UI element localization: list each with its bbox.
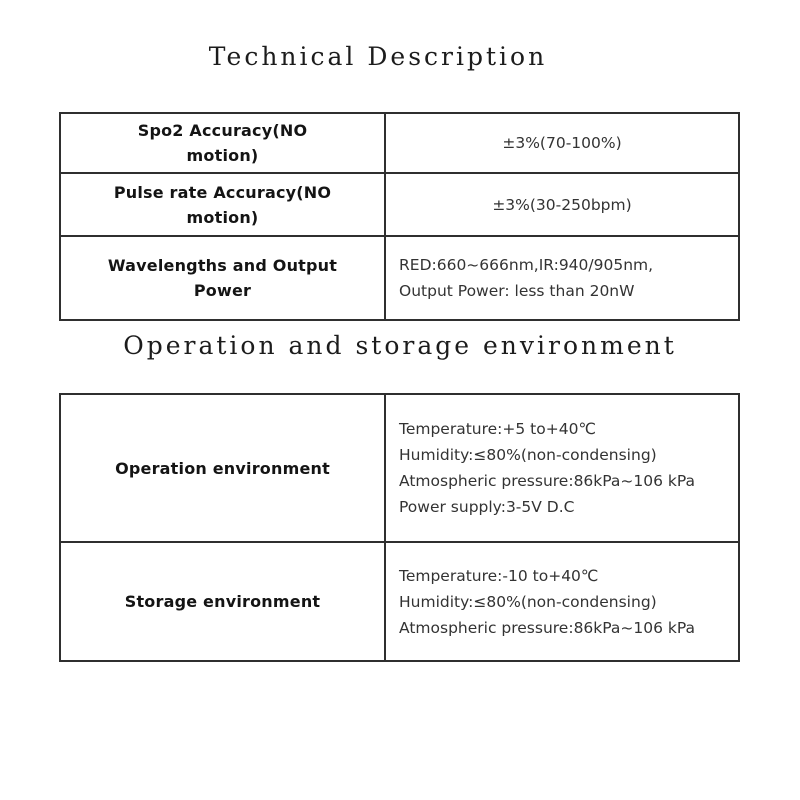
spec-label-pulse-rate-accuracy: Pulse rate Accuracy(NO motion) <box>60 173 385 236</box>
environment-table <box>59 393 740 662</box>
value-line: Humidity:≤80%(non-condensing) <box>399 592 657 611</box>
spec-value-operation-environment <box>385 394 739 542</box>
table-row <box>60 394 739 542</box>
value-line: Atmospheric pressure:86kPa~106 kPa <box>399 472 696 490</box>
spec-label-wavelengths-output-power: Wavelengths and Output Power <box>60 236 385 320</box>
spec-label-operation-environment: Operation environment <box>60 394 385 542</box>
spec-value-pulse-rate-accuracy <box>385 173 739 236</box>
value-line: Temperature:-10 to+40℃ <box>399 566 599 585</box>
value-line: ±3%(70-100%) <box>502 134 622 152</box>
value-line: Output Power: less than 20nW <box>399 282 635 300</box>
spec-value-wavelengths-output-power <box>385 236 739 320</box>
table-row <box>60 542 739 661</box>
spec-value-storage-environment <box>385 542 739 661</box>
spec-label-storage-environment: Storage environment <box>60 542 385 661</box>
value-line: Humidity:≤80%(non-condensing) <box>399 446 657 464</box>
table-row <box>60 236 739 320</box>
section-title-technical-description: Technical Description <box>208 42 548 71</box>
section-title-operation-storage-environment: Operation and storage environment <box>123 331 677 360</box>
value-line: Atmospheric pressure:86kPa~106 kPa <box>399 618 696 637</box>
value-line: Temperature:+5 to+40℃ <box>399 420 596 438</box>
table-row <box>60 113 739 173</box>
value-line: RED:660~666nm,IR:940/905nm, <box>399 256 654 274</box>
spec-value-spo2-accuracy <box>385 113 739 173</box>
table-row <box>60 173 739 236</box>
value-line: ±3%(30-250bpm) <box>492 195 632 214</box>
spec-label-spo2-accuracy: Spo2 Accuracy(NO motion) <box>60 113 385 173</box>
value-line: Power supply:3-5V D.C <box>399 498 575 516</box>
technical-description-table <box>59 112 740 321</box>
